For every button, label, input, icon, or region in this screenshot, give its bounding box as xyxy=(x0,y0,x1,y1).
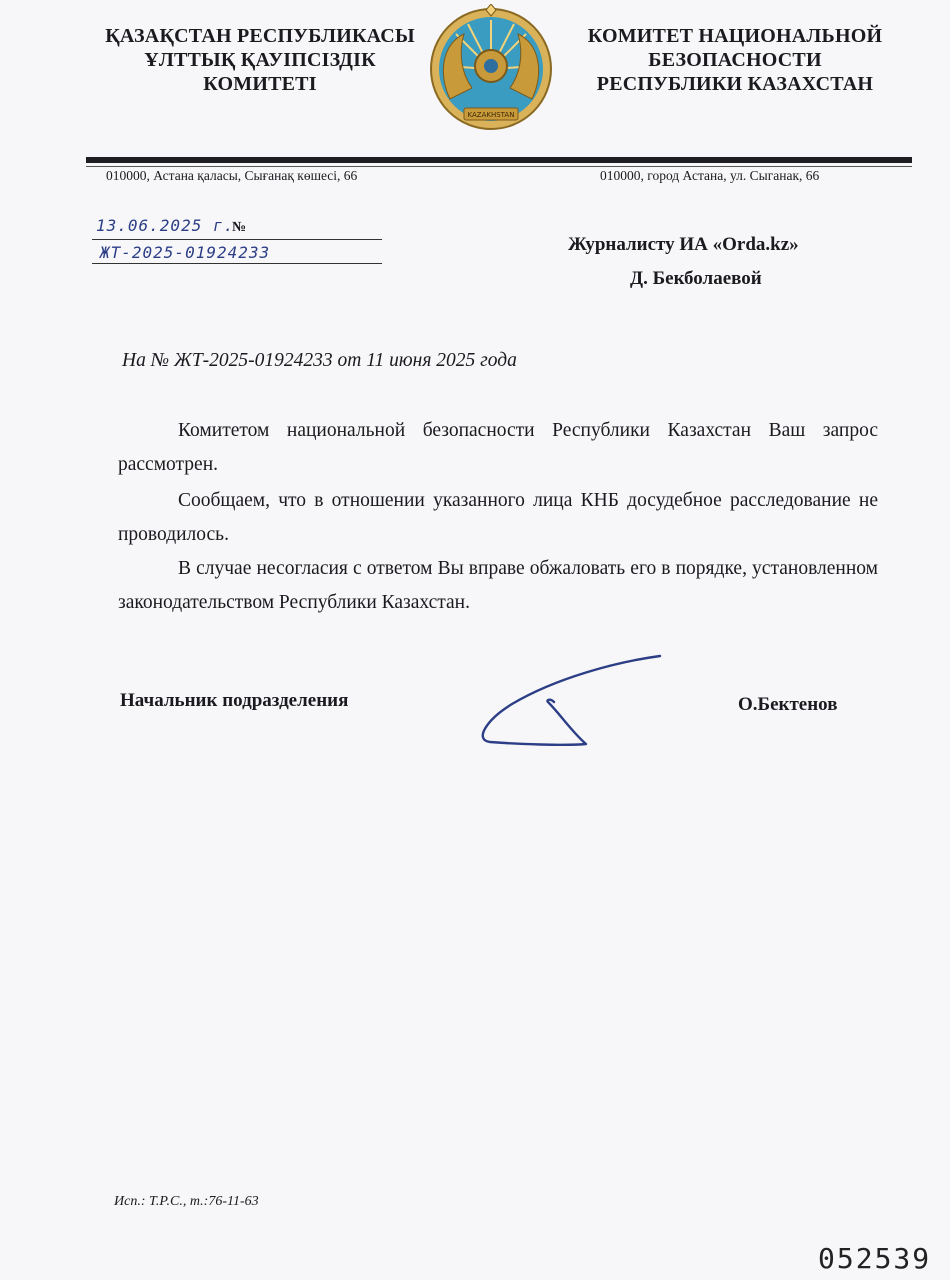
registration-number-line xyxy=(92,263,382,264)
body-paragraph xyxy=(118,552,878,620)
registration-date-line xyxy=(92,239,382,240)
body-paragraph xyxy=(118,414,878,482)
registration-date: 13.06.2025 г. xyxy=(96,216,235,235)
registration-number: ЖТ-2025-01924233 xyxy=(100,243,271,262)
signatory-title: Начальник подразделения xyxy=(120,690,349,711)
body-paragraph-text: Сообщаем, что в отношении указанного лица КНБ досудебное расследование не проводилось. xyxy=(118,490,878,545)
executor-info: Исп.: Т.Р.С., т.:76-11-63 xyxy=(114,1194,259,1209)
addressee-line-2: Д. Бекболаевой xyxy=(630,268,762,289)
address-kazakh: 010000, Астана қаласы, Сығанақ көшесі, 66 xyxy=(106,168,358,183)
header-divider-thin xyxy=(86,166,912,167)
reference-line: На № ЖТ-2025-01924233 от 11 июня 2025 года xyxy=(122,350,517,371)
header-kazakh xyxy=(80,24,440,96)
registration-number-sign: № xyxy=(232,220,247,235)
body-paragraph xyxy=(118,484,878,552)
header-russian-line: КОМИТЕТ НАЦИОНАЛЬНОЙ xyxy=(587,25,883,47)
document-serial-number: 052539 xyxy=(818,1242,932,1275)
handwritten-signature-icon xyxy=(476,648,676,758)
state-emblem-icon xyxy=(428,4,554,134)
body-paragraph-text: Комитетом национальной безопасности Республики Казахстан Ваш запрос рассмотрен. xyxy=(118,420,878,475)
header-russian-line: БЕЗОПАСНОСТИ xyxy=(648,49,822,71)
header-kazakh-line: ҰЛТТЫҚ ҚАУІПСІЗДІК xyxy=(144,49,376,71)
addressee-line-1: Журналисту ИА «Orda.kz» xyxy=(568,234,799,255)
address-russian: 010000, город Астана, ул. Сыганак, 66 xyxy=(600,168,820,183)
header-kazakh-line: ҚАЗАҚСТАН РЕСПУБЛИКАСЫ xyxy=(105,25,415,47)
header-russian-line: РЕСПУБЛИКИ КАЗАХСТАН xyxy=(596,73,874,95)
header-russian xyxy=(570,24,900,96)
emblem-label: KAZAKHSTAN xyxy=(467,111,515,119)
signatory-name: О.Бектенов xyxy=(738,694,838,715)
header-kazakh-line: КОМИТЕТІ xyxy=(203,73,317,95)
body-paragraph-text: В случае несогласия с ответом Вы вправе обжаловать его в порядке, установленном законодательством Республики Казахстан. xyxy=(118,558,878,613)
header-divider-thick xyxy=(86,157,912,163)
